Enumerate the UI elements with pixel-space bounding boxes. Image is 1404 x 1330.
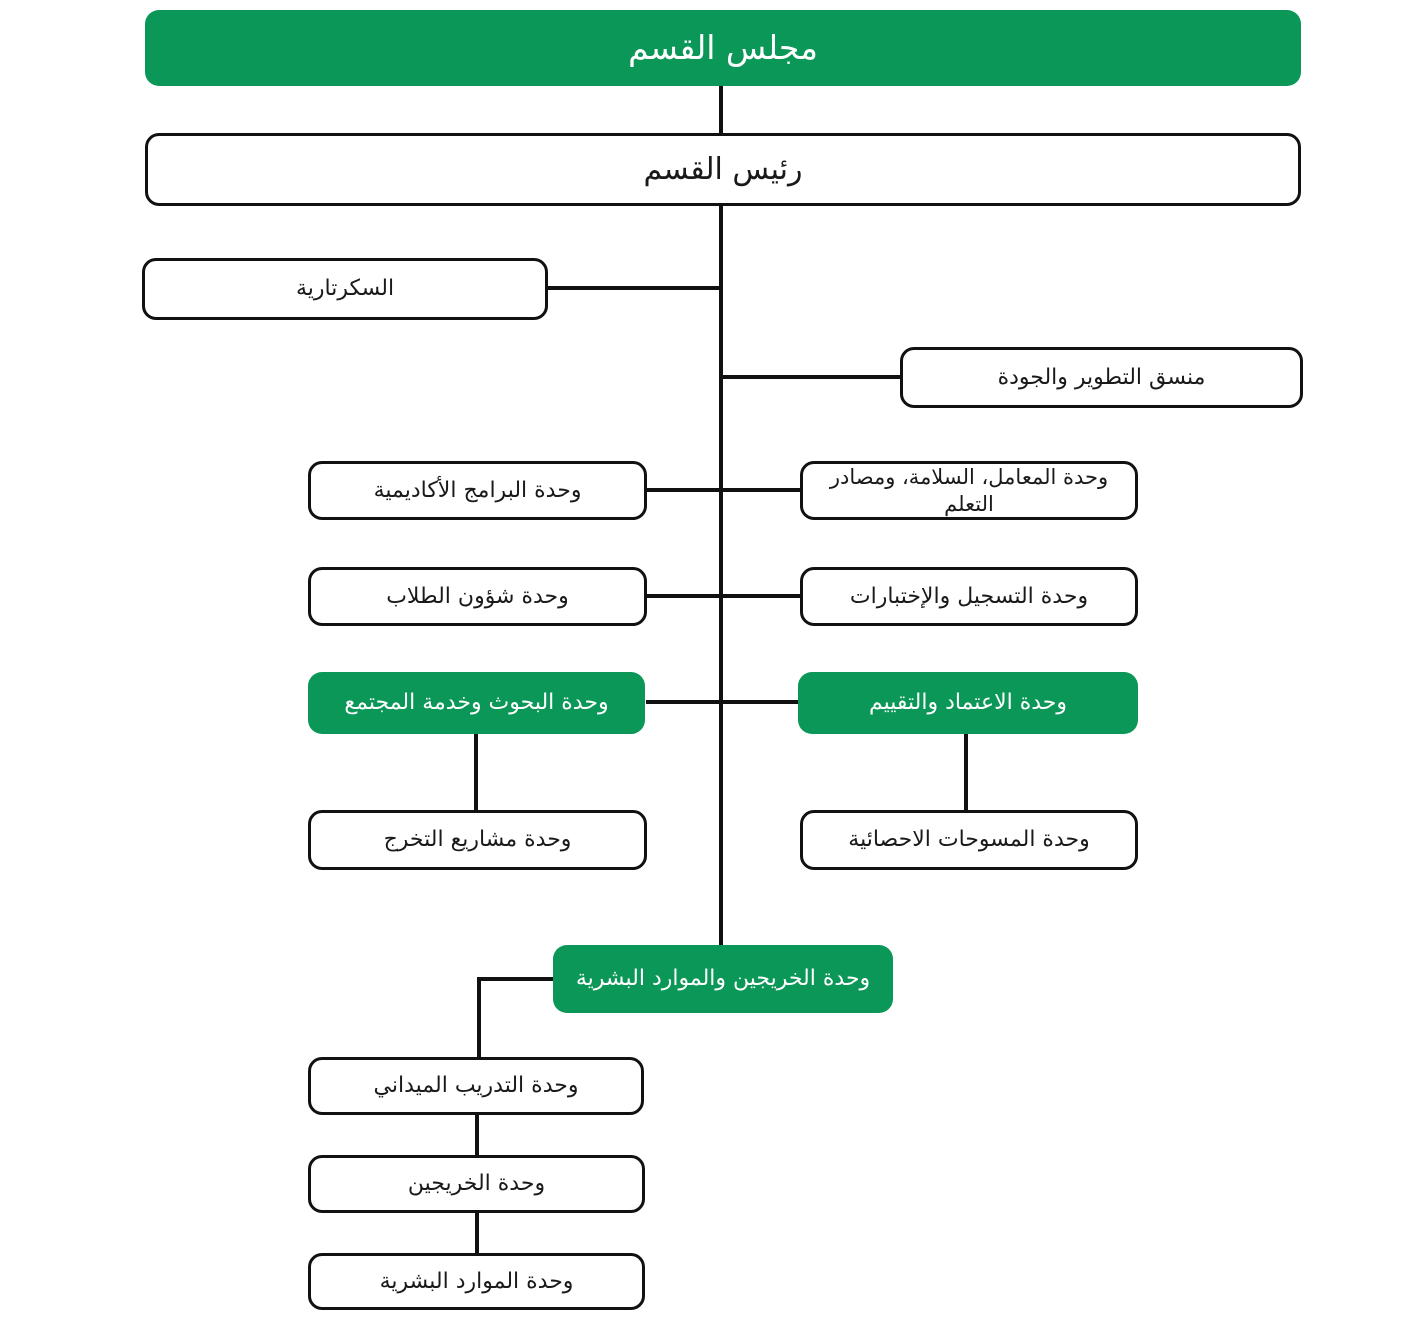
connector-graduation-projects	[474, 734, 478, 810]
node-accreditation-evaluation-unit: وحدة الاعتماد والتقييم	[798, 672, 1138, 734]
connector-council-head	[719, 85, 723, 133]
node-graduation-projects-unit: وحدة مشاريع التخرج	[308, 810, 647, 870]
connector-alumni-hr-elbow-h	[477, 977, 553, 981]
connector-student-affairs	[646, 594, 721, 598]
connector-secretariat	[548, 286, 721, 290]
node-alumni-human-resources-unit: وحدة الخريجين والموارد البشرية	[553, 945, 893, 1013]
node-quality-coordinator: منسق التطوير والجودة	[900, 347, 1303, 408]
node-alumni-unit: وحدة الخريجين	[308, 1155, 645, 1213]
node-department-head: رئيس القسم	[145, 133, 1301, 206]
connector-academic-programs	[646, 488, 721, 492]
connector-accreditation	[721, 700, 798, 704]
node-academic-programs-unit: وحدة البرامج الأكاديمية	[308, 461, 647, 520]
node-human-resources-unit: وحدة الموارد البشرية	[308, 1253, 645, 1310]
node-student-affairs-unit: وحدة شؤون الطلاب	[308, 567, 647, 626]
connector-quality-coordinator	[721, 375, 900, 379]
connector-alumni-hr-unit	[475, 1213, 479, 1253]
connector-labs-safety	[721, 488, 800, 492]
connector-research-community	[646, 700, 721, 704]
connector-field-training-alumni	[475, 1115, 479, 1155]
connector-main-trunk	[719, 205, 723, 945]
node-research-community-service-unit: وحدة البحوث وخدمة المجتمع	[308, 672, 645, 734]
connector-alumni-hr-elbow-v	[477, 977, 481, 1057]
connector-registration-exams	[721, 594, 800, 598]
node-labs-safety-learning-resources-unit: وحدة المعامل، السلامة، ومصادر التعلم	[800, 461, 1138, 520]
node-secretariat: السكرتارية	[142, 258, 548, 320]
connector-statistical-surveys	[964, 734, 968, 810]
node-statistical-surveys-unit: وحدة المسوحات الاحصائية	[800, 810, 1138, 870]
node-department-council: مجلس القسم	[145, 10, 1301, 86]
node-registration-exams-unit: وحدة التسجيل والإختبارات	[800, 567, 1138, 626]
node-field-training-unit: وحدة التدريب الميداني	[308, 1057, 644, 1115]
